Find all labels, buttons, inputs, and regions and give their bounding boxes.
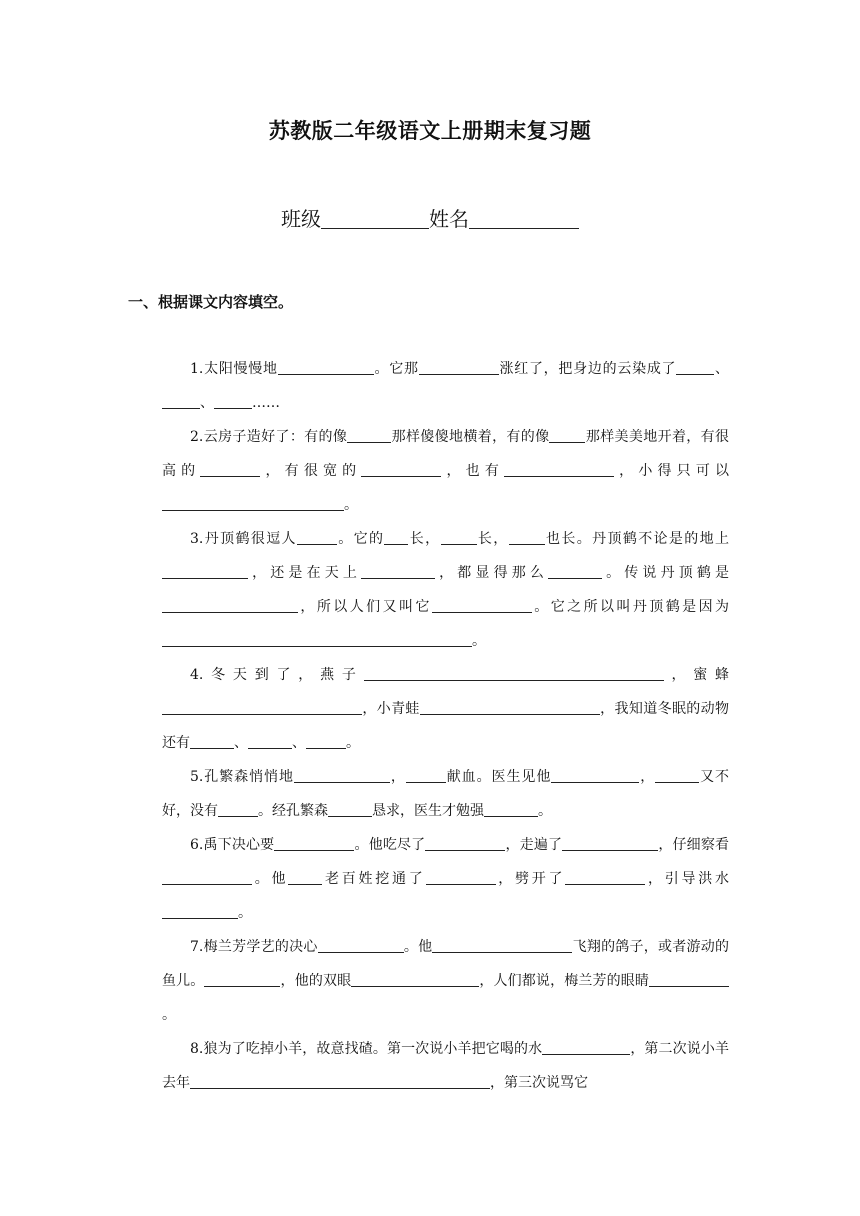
q2-blank[interactable]	[549, 425, 585, 443]
q6-blank[interactable]	[562, 833, 658, 851]
q7-text: 。他	[403, 939, 433, 955]
q2-text: ，小得只可以	[614, 463, 730, 479]
q5-text: 。经孔繁森	[258, 803, 328, 819]
q4-text: 4.冬天到了，燕子	[190, 667, 364, 683]
q2-text: 那样傻傻地横着，有的像	[391, 429, 550, 445]
q6-text: ，引导洪水	[645, 871, 729, 887]
q4-blank[interactable]	[248, 731, 292, 749]
q2-blank[interactable]	[504, 459, 614, 477]
q1-text: 1.太阳慢慢地	[190, 361, 278, 377]
q3-blank[interactable]	[509, 527, 545, 545]
section-title: 一、根据课文内容填空。	[128, 293, 294, 311]
q2-text: ，有很宽的	[260, 463, 362, 479]
q3-blank[interactable]	[441, 527, 477, 545]
q4-text: 、	[292, 735, 306, 751]
q1-text: 。它那	[373, 361, 419, 377]
q1-blank[interactable]	[214, 391, 252, 409]
q3-text: 。它的	[336, 531, 385, 547]
q7-text: ，他的双眼	[280, 973, 352, 989]
q7-text: 飞翔的鸽子，或者游动的鱼儿。	[162, 939, 730, 989]
q1-text: 涨红了，把身边的云染成了	[498, 361, 677, 377]
q3-text: 长，	[476, 531, 509, 547]
q3-blank[interactable]	[361, 561, 435, 579]
q8-text: ，第二次说小羊去年	[162, 1041, 729, 1091]
q2-blank[interactable]	[162, 493, 344, 511]
q3-text: ，所以人们又叫它	[298, 599, 432, 615]
q2-text: 那样美美地开着，有很高的	[162, 429, 730, 479]
q8-blank[interactable]	[542, 1037, 630, 1055]
q6-text: 。他	[252, 871, 289, 887]
q4-text: ，蜜蜂	[663, 667, 730, 683]
q2-text: 2.云房子造好了：有的像	[190, 429, 348, 445]
q1-blank[interactable]	[419, 357, 499, 375]
q6-blank[interactable]	[288, 867, 322, 885]
q3-text: 。	[472, 633, 486, 649]
q1-blank[interactable]	[162, 391, 200, 409]
q6-text: 。他吃尽了	[354, 837, 426, 853]
q6-blank[interactable]	[162, 901, 238, 919]
question-7	[162, 930, 729, 1032]
q3-blank[interactable]	[432, 595, 532, 613]
class-label: 班级	[281, 207, 321, 231]
question-8	[162, 1032, 729, 1100]
q2-blank[interactable]	[200, 459, 260, 477]
q6-blank[interactable]	[274, 833, 354, 851]
question-3	[162, 522, 729, 658]
q6-text: 老百姓挖通了	[322, 871, 426, 887]
name-label: 姓名	[429, 207, 469, 231]
q3-text: 。它之所以叫丹顶鹤是因为	[531, 599, 730, 615]
q5-blank[interactable]	[551, 765, 639, 783]
q3-text: ，还是在天上	[248, 565, 361, 581]
q5-blank[interactable]	[218, 799, 258, 817]
q3-blank[interactable]	[384, 527, 408, 545]
question-4	[162, 658, 729, 760]
q7-text: 。	[162, 1007, 176, 1023]
q6-text: ，仔细察看	[658, 837, 730, 853]
q5-text: 献血。医生见他	[445, 769, 552, 785]
q7-text: ，人们都说，梅兰芳的眼睛	[479, 973, 650, 989]
q5-blank[interactable]	[655, 765, 699, 783]
question-1	[162, 352, 729, 420]
q6-blank[interactable]	[565, 867, 645, 885]
q8-blank[interactable]	[190, 1071, 490, 1089]
q6-blank[interactable]	[162, 867, 252, 885]
q2-text: ，也有	[441, 463, 505, 479]
question-2	[162, 420, 729, 522]
q2-blank[interactable]	[361, 459, 441, 477]
q1-text: 、	[714, 361, 730, 377]
q5-text: 5.孔繁森悄悄地	[190, 769, 294, 785]
q6-text: ，走遍了	[505, 837, 563, 853]
q6-text: ，劈开了	[495, 871, 566, 887]
q1-text: ……	[252, 395, 280, 411]
q5-text: 恳求，医生才勉强	[372, 803, 484, 819]
q4-blank[interactable]	[364, 663, 664, 681]
q5-blank[interactable]	[328, 799, 372, 817]
q5-blank[interactable]	[294, 765, 390, 783]
questions-body	[162, 352, 729, 1100]
q4-blank[interactable]	[162, 697, 362, 715]
q5-text: 。	[538, 803, 552, 819]
q7-blank[interactable]	[432, 935, 572, 953]
q4-text: 、	[234, 735, 248, 751]
q3-blank[interactable]	[162, 595, 298, 613]
class-blank[interactable]	[321, 211, 429, 229]
q7-blank[interactable]	[318, 935, 404, 953]
q3-blank[interactable]	[297, 527, 337, 545]
page-title: 苏教版二年级语文上册期末复习题	[268, 118, 592, 143]
q3-text: 长，	[408, 531, 441, 547]
q3-text: ，都显得那么	[435, 565, 548, 581]
q7-blank[interactable]	[351, 969, 479, 987]
q3-blank[interactable]	[162, 629, 472, 647]
q7-blank[interactable]	[649, 969, 729, 987]
q6-text: 6.禹下决心要	[190, 837, 275, 853]
q3-text: 也长。丹顶鹤不论是的地上	[544, 531, 730, 547]
q8-text: ，第三次说骂它	[490, 1075, 588, 1091]
q5-text: ，	[389, 769, 406, 785]
q4-text: ，小青蛙	[362, 701, 420, 717]
q1-blank[interactable]	[278, 357, 374, 375]
q5-text: ，	[639, 769, 656, 785]
question-5	[162, 760, 729, 828]
question-6	[162, 828, 729, 930]
name-blank[interactable]	[469, 211, 579, 229]
q5-text: 又不好，没有	[162, 769, 730, 819]
q5-blank[interactable]	[484, 799, 538, 817]
q2-blank[interactable]	[347, 425, 391, 443]
q1-text: 、	[200, 395, 214, 411]
q8-text: 8.狼为了吃掉小羊，故意找碴。第一次说小羊把它喝的水	[190, 1041, 543, 1057]
q7-text: 7.梅兰芳学艺的决心	[190, 939, 318, 955]
q1-blank[interactable]	[676, 357, 714, 375]
q3-blank[interactable]	[548, 561, 602, 579]
q7-blank[interactable]	[204, 969, 280, 987]
q2-text: 。	[344, 497, 358, 513]
q5-blank[interactable]	[406, 765, 446, 783]
q4-text: ，我知道冬眠的动物还有	[162, 701, 730, 751]
q6-blank[interactable]	[426, 867, 496, 885]
q4-text: 。	[346, 735, 360, 751]
q4-blank[interactable]	[190, 731, 234, 749]
q4-blank[interactable]	[306, 731, 346, 749]
q6-blank[interactable]	[425, 833, 505, 851]
q4-blank[interactable]	[420, 697, 600, 715]
class-name-line	[0, 203, 860, 232]
q6-text: 。	[238, 905, 252, 921]
q3-text: 3.丹顶鹤很逗人	[190, 531, 297, 547]
q3-blank[interactable]	[162, 561, 248, 579]
q3-text: 。传说丹顶鹤是	[602, 565, 729, 581]
